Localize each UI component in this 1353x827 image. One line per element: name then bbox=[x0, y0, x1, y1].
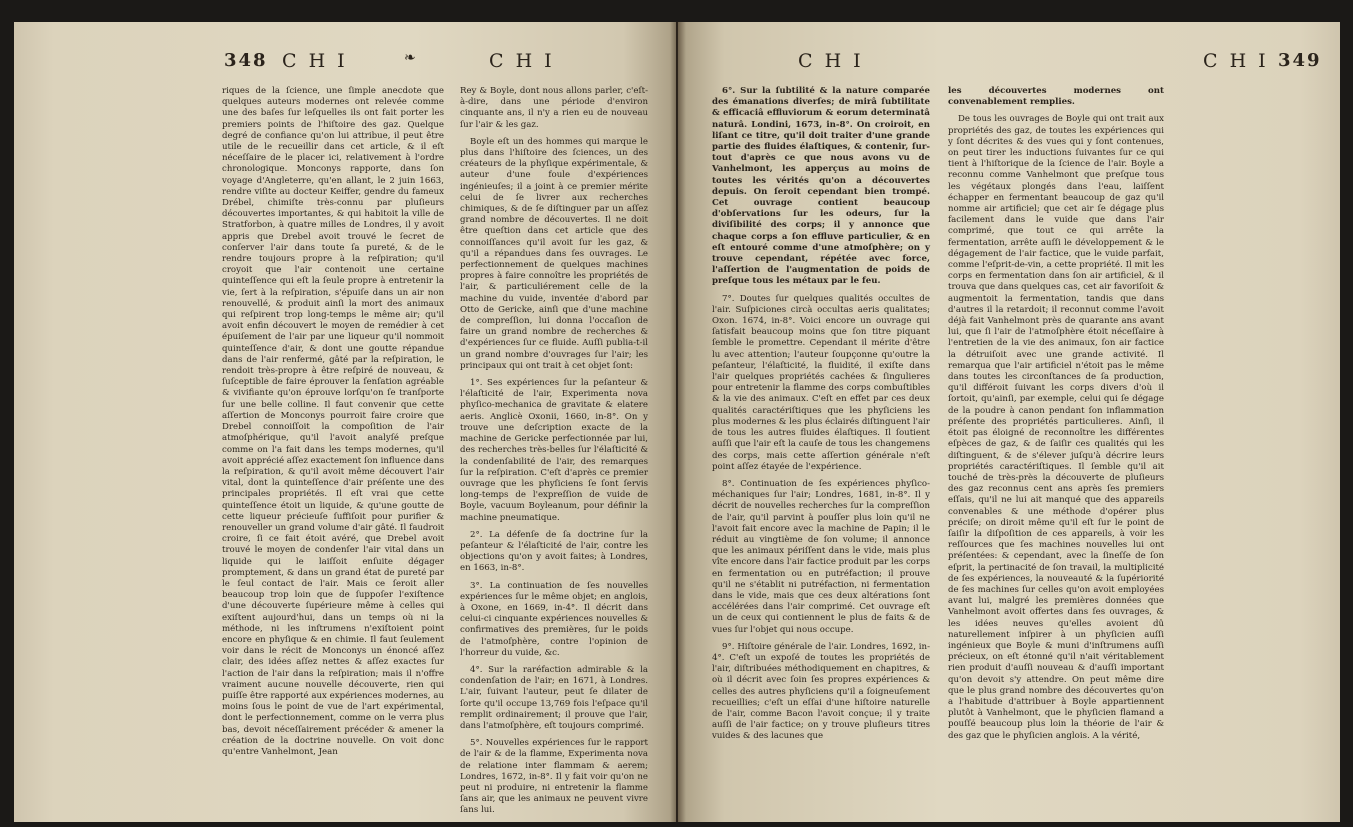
right-page-number: 349 bbox=[1278, 50, 1322, 71]
paragraph: 4°. Sur la raréfaction admirable & la condenſation de l'air; en 1671, à Londres. L'air, ſuivant l'auteur, peut ſe dilater de ſorte qu'il occupe 13,769 fois l'eſpace qu'il remplit ordinairement; il prouve que l'air, dans l'atmoſphère, eſt toujours comprimé. bbox=[460, 664, 648, 731]
paragraph: 9°. Hiſtoire générale de l'air. Londres, 1692, in-4°. C'eſt un expoſé de toutes les propriétés de l'air, diſtribuées méthodiquement en chapitres, & où il décrit avec ſoin ſes propres expériences & celles des autres phyſiciens qu'il a ſoigneuſement recueillies; c'eſt un eſſai d'une hiſtoire naturelle de l'air, comme Bacon l'avoit conçue; il y traite auſſi de l'air factice; on y trouve pluſieurs titres vuides & des lacunes que bbox=[712, 641, 930, 742]
paragraph: De tous les ouvrages de Boyle qui ont trait aux propriétés des gaz, de toutes les expériences qui y ſont décrites & des vues qui y ſont contenues, on peut tirer les inductions ſuivantes ſur ce qui tient à l'hiſtorique de la ſcience de l'air. Boyle a reconnu comme Vanhelmont que preſque tous les végétaux plongés dans l'eau, laiſſent échapper en fermentant beaucoup de gaz qu'il nomme air artificiel; que cet air ſe dégage plus facilement dans le vuide que dans l'air comprimé, que tout ce qui arrête la fermentation, arrête auſſi le développement & le dégagement de l'air factice, que le vuide parfait, comme l'eſprit-de-vin, a cette propriété. Il mit les corps en fermentation dans ſon air artificiel, & il trouva que dans quelques cas, cet air favoriſoit & augmentoit la fermentation, tandis que dans d'autres il la retardoit; il reconnut comme l'avoit déjà fait Vanhelmont près de quarante ans avant lui, que ſi l'air de l'atmoſphère étoit néceſſaire à l'entretien de la vie des animaux, ſon air factice la détruiſoit avec une grande activité. Il remarqua que l'air artificiel n'étoit pas le même dans toutes les circonſtances de ſa production, qu'il différoit ſuivant les corps divers d'où il ſortoit, qu'ainſi, par exemple, celui qui ſe dégage de la poudre à canon pendant ſon inflammation préſente des propriétés particulieres. Ainſi, il étoit pas éloigné de reconnoître les différentes eſpèces de gaz, & de ſaiſir ces qualités qui les diſtinguent, & de s'élever juſqu'à décrire leurs propriétés caractériſtiques. Il ſemble qu'il ait touché de très-près la découverte de pluſieurs des gaz reconnus cent ans après ſes premiers eſſais, qu'il ne lui ait manqué que des appareils convenables & une méthode d'opérer plus préciſe; on diroit même qu'il eſt ſur le point de ſaiſir la diſpoſition de ces appareils, à voir les reſſources que ſes machines nouvelles lui ont préſentées: & cependant, avec la ſineſſe de ſon eſprit, la pertinacité de ſon travail, la multiplicité de ſes expériences, la nouveauté & la ſupériorité de ſes machines ſur celles qu'on avoit employées avant lui, malgré les premières données que Vanhelmont avoit offertes dans ſes ouvrages, & les idées neuves qu'elles avoient dû naturellement inſpirer à un phyſicien auſſi ingénieux que Boyle & muni d'inſtrumens auſſi précieux, on eſt étonné qu'il n'ait véritablement rien produit d'auſſi nouveau & d'auſſi important qu'on devoit s'y attendre. On peut même dire que le plus grand nombre des découvertes qu'on a l'habitude d'attribuer à Boyle appartiennent plutôt à Vanhelmont, que le phyſicien flamand a pouſſé beaucoup plus loin la théorie de l'air & des gaz que le phyſicien anglois. A la vérité, bbox=[948, 114, 1165, 741]
paragraph: 3°. La continuation de ſes nouvelles expériences ſur le même objet; en anglois, à Oxone, en 1669, in-4°. Il décrit dans celui-ci cinquante expériences nouvelles & confirmatives des premières, ſur le poids de l'atmoſphère, contre l'opinion de l'horreur du vuide, &c. bbox=[460, 580, 648, 658]
right-page bbox=[678, 22, 1340, 822]
ornament-icon: ❧ bbox=[404, 50, 418, 66]
left-column-2 bbox=[460, 86, 648, 816]
paragraph: 6°. Sur la ſubtilité & la nature comparée des émanations diverſes; de mirâ ſubtilitate & efficaciâ effluviorum & eorum determinatâ naturâ. Londini, 1673, in-8°. On croiroit, en liſant ce titre, qu'il doit traiter d'une grande partie des fluides élaſtiques, & contenir, ſur-tout d'après ce que nous avons vu de Vanhelmont, les apperçus au moins de toutes les vérités qu'on a découvertes depuis. On ſeroit cependant bien trompé. Cet ouvrage contient beaucoup d'obſervations ſur les odeurs, ſur la diviſibilité des corps; il y annonce que chaque corps a ſon effluve particulier, & en eſt entouré comme d'une atmoſphère; on y trouve cependant, répétée avec force, l'aſſertion de l'augmentation de poids de preſque tous les métaux par le feu. bbox=[712, 86, 930, 287]
left-running-head bbox=[14, 50, 676, 80]
left-page-number: 348 bbox=[224, 50, 268, 71]
book-spread bbox=[14, 22, 1340, 822]
paragraph: 5°. Nouvelles expériences ſur le rapport de l'air & de la flamme, Experimenta nova de relatione inter flammam & aerem; Londres, 1672, in-8°. Il y fait voir qu'on ne peut ni produire, ni entretenir la flamme ſans air, que les animaux ne peuvent vivre ſans lui. bbox=[460, 738, 648, 816]
left-column-1 bbox=[222, 86, 444, 796]
paragraph: Rey & Boyle, dont nous allons parler, c'eſt-à-dire, dans une période d'environ cinquante ans, il n'y a rien eu de nouveau ſur l'air & les gaz. bbox=[460, 86, 648, 130]
paragraph: 7°. Doutes ſur quelques qualités occultes de l'air. Suſpiciones circà occultas aeris qualitates; Oxon. 1674, in-8°. Voici encore un ouvrage qui ſatisfait beaucoup moins que ſon titre piquant ſemble le promettre. Cependant il mérite d'être lu avec attention; l'auteur ſoupçonne qu'outre la peſanteur, l'élaſticité, la fluidité, il exiſte dans l'air quelques propriétés cachées & ſingulieres pour entretenir la flamme des corps combuſtibles & la vie des animaux. C'eſt en effet par ces deux qualités caractériſtiques que les phyſiciens les plus modernes & les plus éclairés diſtinguent l'air de tous les autres fluides élaſtiques. Il ſoutient auſſi que l'air eſt la cauſe de tous les changemens des corps, mais cette aſſertion générale n'eſt point aſſez étayée de l'expérience. bbox=[712, 293, 930, 472]
right-column-2 bbox=[948, 86, 1164, 796]
right-headword-1: C H I bbox=[798, 50, 864, 72]
book-gutter bbox=[670, 22, 686, 822]
right-running-head bbox=[678, 50, 1340, 80]
paragraph: riques de la ſcience, une ſimple anecdote que quelques auteurs modernes ont relevée comme une des baſes ſur leſquelles ils ont fait porter les premiers points de l'hiſtoire des gaz. Quelque degré de confiance qu'on lui attribue, il peut être utile de le recueillir dans cet article, & il eſt néceſſaire de le placer ici, relativement à l'ordre chronologique. Monconys rapporte, dans ſon voyage d'Angleterre, qu'en allant, le 2 juin 1663, rendre viſite au docteur Keiffer, gendre du fameux Drébel, chimiſte très-connu par pluſieurs découvertes importantes, & qui habitoit la ville de Stratforbon, à quatre milles de Londres, il y avoit appris que Drebel avoit trouvé le ſecret de conſerver l'air dans toute ſa pureté, & de le rendre toujours propre à la reſpiration; qu'il croyoit que l'air contenoit une certaine quinteſſence qui eſt la ſeule propre à entretenir la vie, ſert à la reſpiration, s'épuiſe dans un air non renouvellé, & produit ainſi la mort des animaux qui reſpirent trop long-temps le même air; qu'il avoit enfin découvert le moyen de remédier à cet épuiſement de l'air par une liqueur qu'il nommoit quinteſſence d'air, & dont une goutte répandue dans de l'air renfermé, gâté par la reſpiration, le rendoit très-propre à être reſpiré de nouveau, & ſuſceptible de faire éprouver la ſenſation agréable & vivifiante qu'on éprouve lorſqu'on ſe tranſporte ſur une belle colline. Il faut convenir que cette aſſertion de Monconys pourroit faire croire que Drebel connoiſſoit la compoſition de l'air atmoſphérique, qu'il l'avoit analyſé preſque comme on l'a fait dans les temps modernes, qu'il avoit apprécié aſſez exactement ſon influence dans la reſpiration, & qu'il avoit même découvert l'air vital, dont la quinteſſence d'air préſente une des principales propriétés. Il eſt vrai que cette quinteſſence étoit un liquide, & qu'une goutte de cette liqueur précieuſe ſuffiſoit pour purifier & renouveller un grand volume d'air gâté. Il faudroit croire, ſi ce fait étoit avéré, que Drebel avoit trouvé le moyen de condenſer l'air vital dans un liquide qui le laiſſoit enſuite dégager promptement, & dans un grand état de pureté par le ſeul contact de l'air. Mais ce ſeroit aller beaucoup trop loin que de ſuppoſer l'exiſtence d'une découverte ſupérieure même à celles qui exiſtent aujourd'hui, dans un temps où ni la méthode, ni les inſtrumens n'exiſtoient point encore en phyſique & en chimie. Il faut ſeulement voir dans le récit de Monconys un énoncé aſſez clair, des idées aſſez nettes & aſſez exactes ſur l'action de l'air dans la reſpiration; mais il n'offre vraiment aucune nouvelle découverte, rien qui puiſſe être rapporté aux expériences modernes, au moins ſous le point de vue de l'art expérimental, dont le perfectionnement, comme on le verra plus bas, devoit néceſſairement précéder & amener la création de la doctrine nouvelle. On voit donc qu'entre Vanhelmont, Jean bbox=[222, 86, 444, 757]
left-page bbox=[14, 22, 676, 822]
left-headword-2: C H I bbox=[489, 50, 555, 72]
paragraph: 8°. Continuation de ſes expériences phyſico-méchaniques ſur l'air; Londres, 1681, in-8°. Il y décrit de nouvelles recherches ſur la compreſſion de l'air, qu'il parvint à pouſſer plus loin qu'il ne l'avoit fait encore avec la machine de Papin; il le réduit au vingtième de ſon volume; il annonce que les animaux périſſent dans le vide, mais plus vîte encore dans l'air factice produit par les corps en fermentation ou en putréfaction; il prouve qu'il ne s'établit ni putréfaction, ni fermentation dans le vide, mais que ces deux altérations ſont accélérées dans l'air comprimé. Cet ouvrage eſt un de ceux qui contiennent le plus de faits & de vues ſur l'objet qui nous occupe. bbox=[712, 478, 930, 635]
paragraph: Boyle eſt un des hommes qui marque le plus dans l'hiſtoire des ſciences, un des créateurs de la phyſique expérimentale, & auteur d'une foule d'expériences ingénieuſes; il a joint à ce premier mérite celui de ſe livrer aux recherches chimiques, & de ſe diſtinguer par un aſſez grand nombre de découvertes. Il ne doit être queſtion dans cet article que des connoiſſances qu'il avoit ſur les gaz, & qu'il a répandues dans ſes ouvrages. Le perfectionnement de quelques machines propres à faire connoître les propriétés de l'air, & particuliérement celle de la machine du vuide, inventée d'abord par Otto de Gericke, ainſi que d'une machine de compreſſion, lui donna l'occaſion de faire un grand nombre de recherches & d'expériences ſur ce fluide. Auſſi publia-t-il un grand nombre d'ouvrages ſur l'air; les principaux qui ont trait à cet objet ſont: bbox=[460, 136, 648, 371]
right-headword-2: C H I bbox=[1203, 50, 1269, 72]
paragraph: 2°. La défenſe de ſa doctrine ſur la peſanteur & l'élaſticité de l'air, contre les objections qu'on y avoit faites; à Londres, en 1663, in-8°. bbox=[460, 529, 648, 574]
right-column-1 bbox=[712, 86, 930, 796]
paragraph: 1°. Ses expériences ſur la peſanteur & l'élaſticité de l'air, Experimenta nova phyſico-mechanica de gravitate & elatere aeris. Anglicè Oxonii, 1660, in-8°. On y trouve une deſcription exacte de la machine de Gericke perfectionnée par lui, des recherches très-belles ſur l'élaſticité & la condenſabilité de l'air, des remarques ſur la reſpiration. C'eſt d'après ce premier ouvrage que les phyſiciens ſe ſont ſervis long-temps de l'expreſſion de vuide de Boyle, vacuum Boyleanum, pour définir la machine pneumatique. bbox=[460, 378, 648, 523]
left-headword-1: C H I bbox=[282, 50, 348, 72]
paragraph: les découvertes modernes ont convenablement remplies. bbox=[948, 86, 1164, 108]
